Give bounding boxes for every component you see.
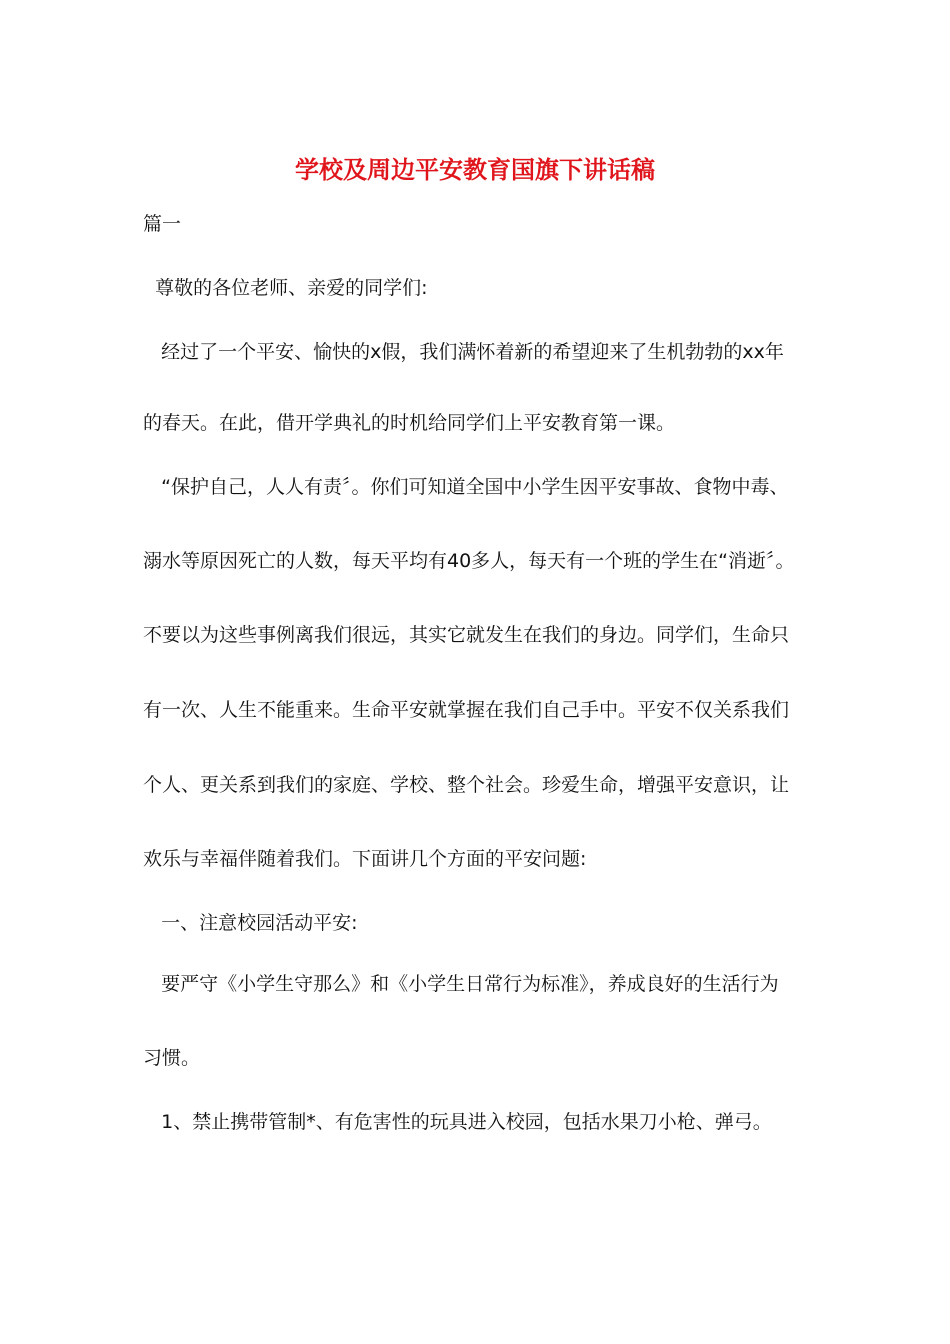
- paragraph-line: 有一次、人生不能重来。生命平安就掌握在我们自己手中。平安不仅关系我们: [143, 699, 790, 721]
- paragraph-line: “保护自己，人人有责〞。你们可知道全国中小学生因平安事故、食物中毒、: [143, 476, 789, 498]
- section-label: 篇一: [143, 213, 182, 235]
- section-heading: 一、注意校园活动平安:: [143, 912, 358, 934]
- paragraph-line: 的春天。在此，借开学典礼的时机给同学们上平安教育第一课。: [143, 412, 676, 434]
- paragraph-line: 欢乐与幸福伴随着我们。下面讲几个方面的平安问题:: [143, 848, 587, 870]
- paragraph-line: 习惯。: [143, 1047, 201, 1069]
- paragraph-line: 溺水等原因死亡的人数，每天平均有40多人，每天有一个班的学生在“消逝〞。: [143, 550, 795, 572]
- list-item: 1、禁止携带管制*、有危害性的玩具进入校园，包括水果刀小枪、弹弓。: [143, 1111, 772, 1133]
- paragraph-line: 要严守《小学生守那么》和《小学生日常行为标准》，养成良好的生活行为: [143, 973, 779, 995]
- paragraph-line: 不要以为这些事例离我们很远，其实它就发生在我们的身边。同学们，生命只: [143, 624, 790, 646]
- paragraph-line: 个人、更关系到我们的家庭、学校、整个社会。珍爱生命，增强平安意识，让: [143, 774, 790, 796]
- greeting-line: 尊敬的各位老师、亲爱的同学们:: [143, 277, 428, 299]
- document-title: 学校及周边平安教育国旗下讲话稿: [295, 156, 655, 184]
- paragraph-line: 经过了一个平安、愉快的x假，我们满怀着新的希望迎来了生机勃勃的xx年: [143, 341, 784, 363]
